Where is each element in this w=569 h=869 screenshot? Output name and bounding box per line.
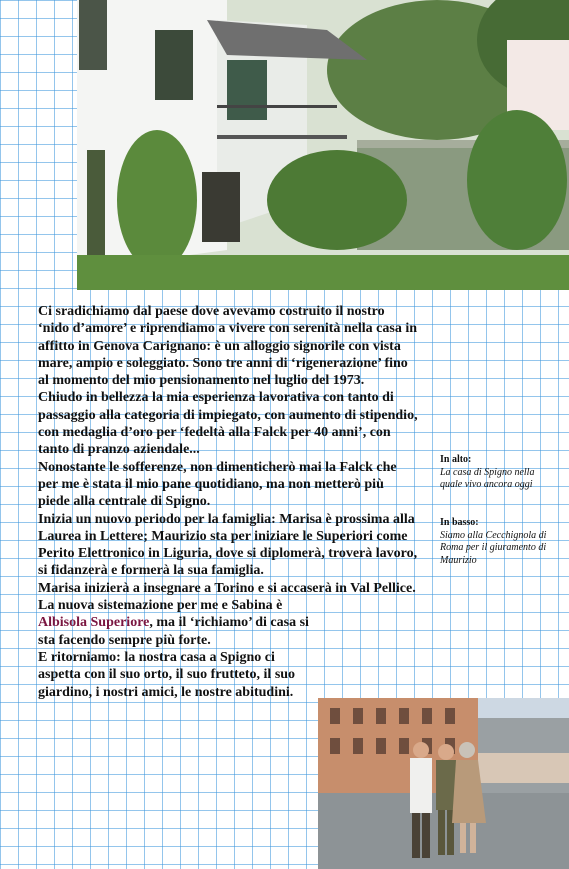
body-text	[38, 303, 418, 701]
paragraph-6-start: La nuova sistemazione per me e Sabina è	[38, 598, 283, 614]
cecchignola-photo	[318, 698, 569, 869]
house-photo-drawing	[77, 0, 569, 290]
paragraph-3: Nonostante le sofferenze, non dimenticherò mai la Falck che per me è stata il mio pane quotidiano, ma non metterò più piede alla centrale di Spigno.	[38, 459, 397, 510]
paragraph-4: Inizia un nuovo periodo per la famiglia: Marisa è prossima alla Laurea in Lettere; Maurizio sta per iniziare le Superiori come Perito Elettronico in Liguria, dove si diplomerà, troverà lavoro, si fidanzerà e formerà la sua famiglia.	[38, 511, 418, 579]
albisola-link: Albisola Superiore	[38, 615, 150, 631]
caption-bottom-heading: In basso:	[440, 517, 479, 528]
paragraph-6	[38, 597, 313, 649]
paragraph-6-end: , ma il ‘richiamo’ di casa si sta facendo sempre più forte.	[38, 615, 309, 648]
cecchignola-photo-drawing	[318, 698, 569, 869]
caption-bottom	[440, 517, 552, 567]
caption-top-text: La casa di Spigno nella quale vivo ancora oggi	[440, 466, 535, 490]
caption-top-heading: In alto:	[440, 454, 472, 465]
paragraph-1: Ci sradichiamo dal paese dove avevamo costruito il nostro ‘nido d’amore’ e riprendiamo a vivere con serenità nella casa in affitto in Genova Carignano: è un alloggio signorile con vista mare, ampio e soleggiato. Sono tre anni di ‘rigenerazione’ fino al momento del mio pensionamento nel luglio del 1973.	[38, 304, 418, 389]
caption-bottom-text: Siamo alla Cecchignola di Roma per il giuramento di Maurizio	[440, 529, 547, 566]
house-photo	[77, 0, 569, 290]
caption-top	[440, 454, 552, 492]
paragraph-5: Marisa inizierà a insegnare a Torino e si accaserà in Val Pellice.	[38, 580, 416, 596]
paragraph-7: E ritorniamo: la nostra casa a Spigno ci aspetta con il suo orto, il suo frutteto, il suo giardino, i nostri amici, le nostre abitudini.	[38, 649, 296, 700]
paragraph-2: Chiudo in bellezza la mia esperienza lavorativa con tanto di passaggio alla categoria di impiegato, con aumento di stipendio, con medaglia d’oro per ‘fedeltà alla Falck per 40 anni’, con tanto di pranzo aziendale...	[38, 390, 418, 458]
